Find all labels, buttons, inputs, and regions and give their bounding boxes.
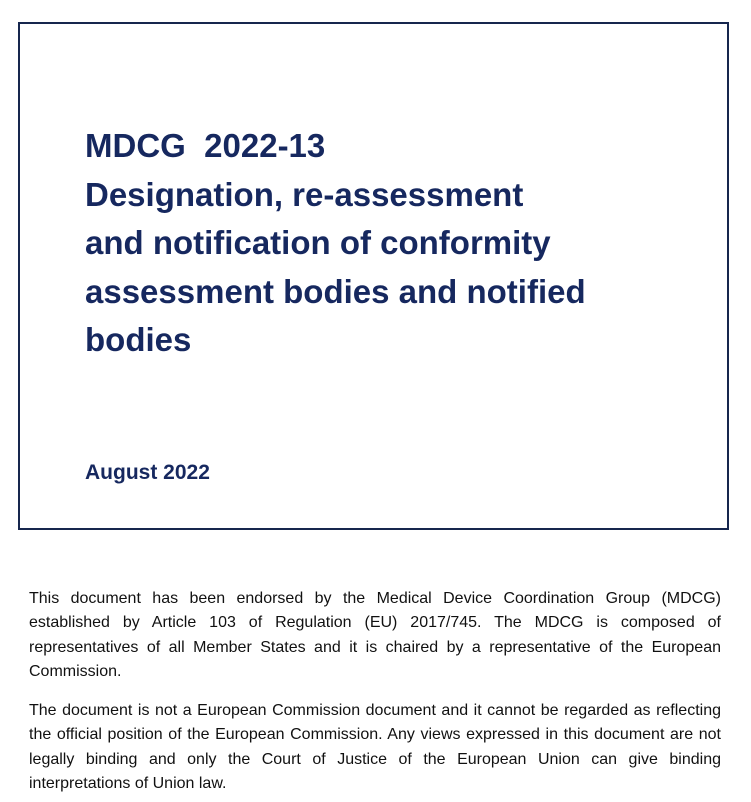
title-line-2: Designation, re-assessment	[85, 175, 524, 213]
title-line-4: assessment bodies and notified	[85, 272, 586, 310]
title-line-3: and notification of conformity	[85, 224, 551, 261]
endorsement-paragraph: This document has been endorsed by the Medical Device Coordination Group (MDCG) established by Article 103 of Regulation (EU) 2017/745. The MDCG is composed of representatives of all Member States and it is chaired by a representative of the European Commission.	[29, 590, 721, 680]
document-title	[85, 122, 685, 365]
cover-box	[18, 22, 729, 530]
title-line-5: bodies	[85, 321, 192, 358]
title-line-1: MDCG 2022-13	[85, 127, 326, 164]
publication-date: August 2022	[85, 461, 210, 484]
disclaimer-paragraph: The document is not a European Commission document and it cannot be regarded as reflecting the official position of the European Commission. Any views expressed in this document are not legally binding and only the Court of Justice of the European Union can give binding interpretations of Union law.	[29, 702, 721, 792]
